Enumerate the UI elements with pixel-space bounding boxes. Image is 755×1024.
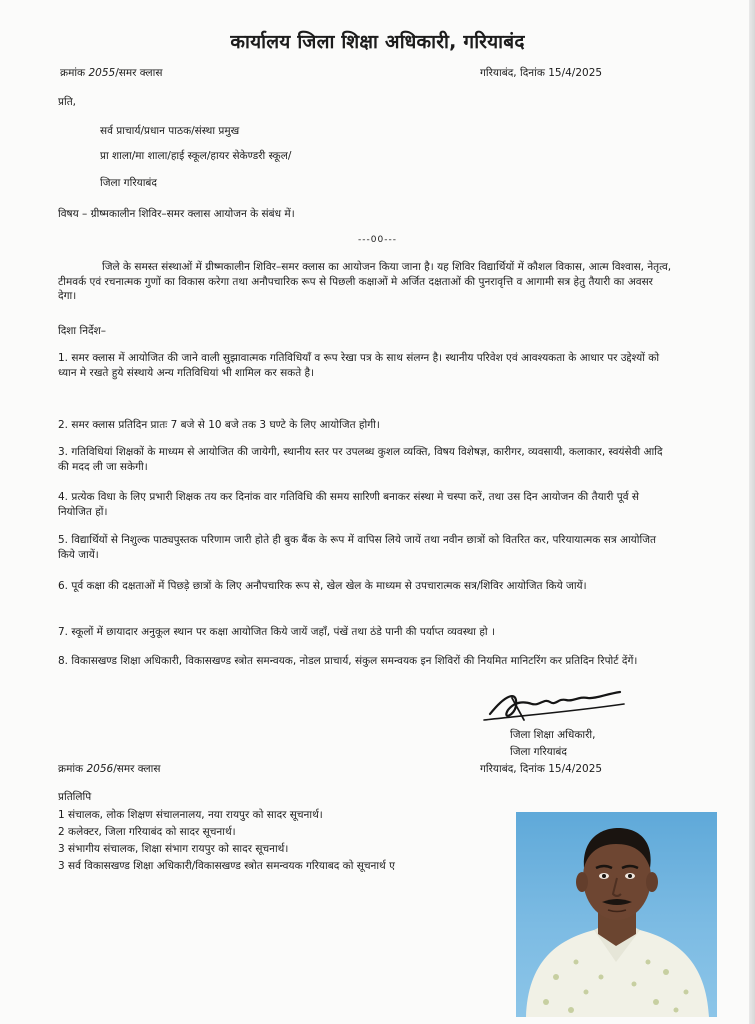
ref-suffix: /समर क्लास (115, 67, 163, 79)
guideline-item: 1. समर क्लास में आयोजित की जाने वाली सुझावात्मक गतिविधियाँ व रूप रेखा पत्र के साथ संलग्न है। स्थानीय परिवेश एवं आवश्यकता के आधार पर उद्देश्यों को ध्यान मे रखते हुये संस्थाये अन्य गतिविधियां भी शामिल कर सकते है। (58, 352, 660, 379)
ref-line-2 (58, 762, 160, 776)
place-date-2: गरियाबंद, दिनांक 15/4/2025 (480, 763, 603, 775)
prati-label: प्रति, (58, 96, 77, 108)
guideline-item: 7. स्कूलों में छायादार अनुकूल स्थान पर कक्षा आयोजित किये जायें जहाँ, पंखें तथा ठंडे पानी की पर्याप्त व्यवस्था हो । (58, 626, 495, 638)
recipient-line-2: प्रा शाला/मा शाला/हाई स्कूल/हायर सेकेण्डरी स्कूल/ (100, 150, 292, 162)
ref-prefix: क्रमांक (60, 67, 86, 79)
signature-image (478, 680, 628, 728)
ref-suffix-2: /समर क्लास (113, 763, 161, 775)
guideline-item: 3. गतिविधियां शिक्षकों के माध्यम से आयोजित की जायेगी, स्थानीय स्तर पर उपलब्ध कुशल व्यक्ति, विषय विशेषज्ञ, कारीगर, व्यवसायी, कलाकार, स्वयंसेवी आदि की मदद ली जा सकेगी। (58, 446, 663, 473)
separator: ---00--- (358, 235, 397, 245)
person-portrait-image (516, 812, 717, 1017)
guideline-item: 2. समर क्लास प्रतिदिन प्रातः 7 बजे से 10 बजे तक 3 घण्टे के लिए आयोजित होगी। (58, 419, 380, 431)
portrait-photo (516, 812, 717, 1017)
place-date: गरियाबंद, दिनांक 15/4/2025 (480, 67, 603, 79)
guideline-item: 6. पूर्व कक्षा की दक्षताओं में पिछड़े छात्रों के लिए अनौपचारिक रूप से, खेल खेल के माध्यम से उपचारात्मक सत्र/शिविर आयोजित किये जायें। (58, 580, 587, 592)
subject-text: ग्रीष्मकालीन शिविर–समर क्लास आयोजन के संबंध में। (90, 208, 295, 220)
copy-to-heading: प्रतिलिपि (58, 791, 92, 803)
guideline-item: 4. प्रत्येक विधा के लिए प्रभारी शिक्षक तय कर दिनांक वार गतिविधि की समय सारिणी बनाकर संस्था मे चस्पा करें, तथा उस दिन आयोजन की तैयारी पूर्व से नियोजित हों। (58, 491, 639, 518)
ref-number-2: 2056 (86, 763, 114, 775)
subject-label: विषय – (58, 208, 88, 220)
recipient-line-3: जिला गरियाबंद (100, 177, 157, 189)
ref-line (60, 66, 162, 80)
guidelines-heading: दिशा निर्देश– (58, 325, 107, 337)
copy-to-item: 1 संचालक, लोक शिक्षण संचालनालय, नया रायपुर को सादर सूचनार्थ। (58, 809, 323, 821)
copy-to-item: 2 कलेक्टर, जिला गरियाबंद को सादर सूचनार्थ। (58, 826, 236, 838)
guideline-item: 8. विकासखण्ड शिक्षा अधिकारी, विकासखण्ड स्त्रोत समन्वयक, नोडल प्राचार्य, संकुल समन्वयक इन शिविरों की नियमित मानिटरिंग कर प्रतिदिन रिपोर्ट देंगें। (58, 655, 638, 667)
signatory-district: जिला गरियाबंद (510, 746, 567, 758)
office-title: कार्यालय जिला शिक्षा अधिकारी, गरियाबंद (230, 31, 525, 53)
copy-to-item: 3 संभागीय संचालक, शिक्षा संभाग रायपुर को सादर सूचनार्थ। (58, 843, 289, 855)
ref-number: 2055 (88, 67, 116, 79)
signatory-title: जिला शिक्षा अधिकारी, (510, 729, 596, 741)
ref-prefix-2: क्रमांक (58, 763, 84, 775)
recipient-line-1: सर्व प्राचार्य/प्रधान पाठक/संस्था प्रमुख (100, 125, 240, 137)
subject-line (58, 207, 295, 221)
copy-to-item: 3 सर्व विकासखण्ड शिक्षा अधिकारी/विकासखण्ड स्त्रोत समन्वयक गरियाबद को सूचनार्थ ए (58, 860, 395, 872)
guideline-item: 5. विद्यार्थियों से निशुल्क पाठ्यपुस्तक परिणाम जारी होते ही बुक बैंक के रूप में वापिस लिये जायें तथा नवीन छात्रों को वितरित कर, परियायात्मक सत्र आयोजित किये जायें। (58, 534, 656, 561)
intro-paragraph: जिले के समस्त संस्थाओं में ग्रीष्मकालीन शिविर–समर क्लास का आयोजन किया जाना है। यह शिविर विद्यार्थियों में कौशल विकास, आत्म विश्वास, नेतृत्व, टीमवर्क एवं रचनात्मक गुणों का विकास करेगा तथा अनौपचारिक रूप से पिछली कक्षाओं मे अर्जित दक्षताओं की पुनरावृत्ति व आगामी सत्र हेतु तैयारी का अवसर देगा। (58, 261, 672, 302)
